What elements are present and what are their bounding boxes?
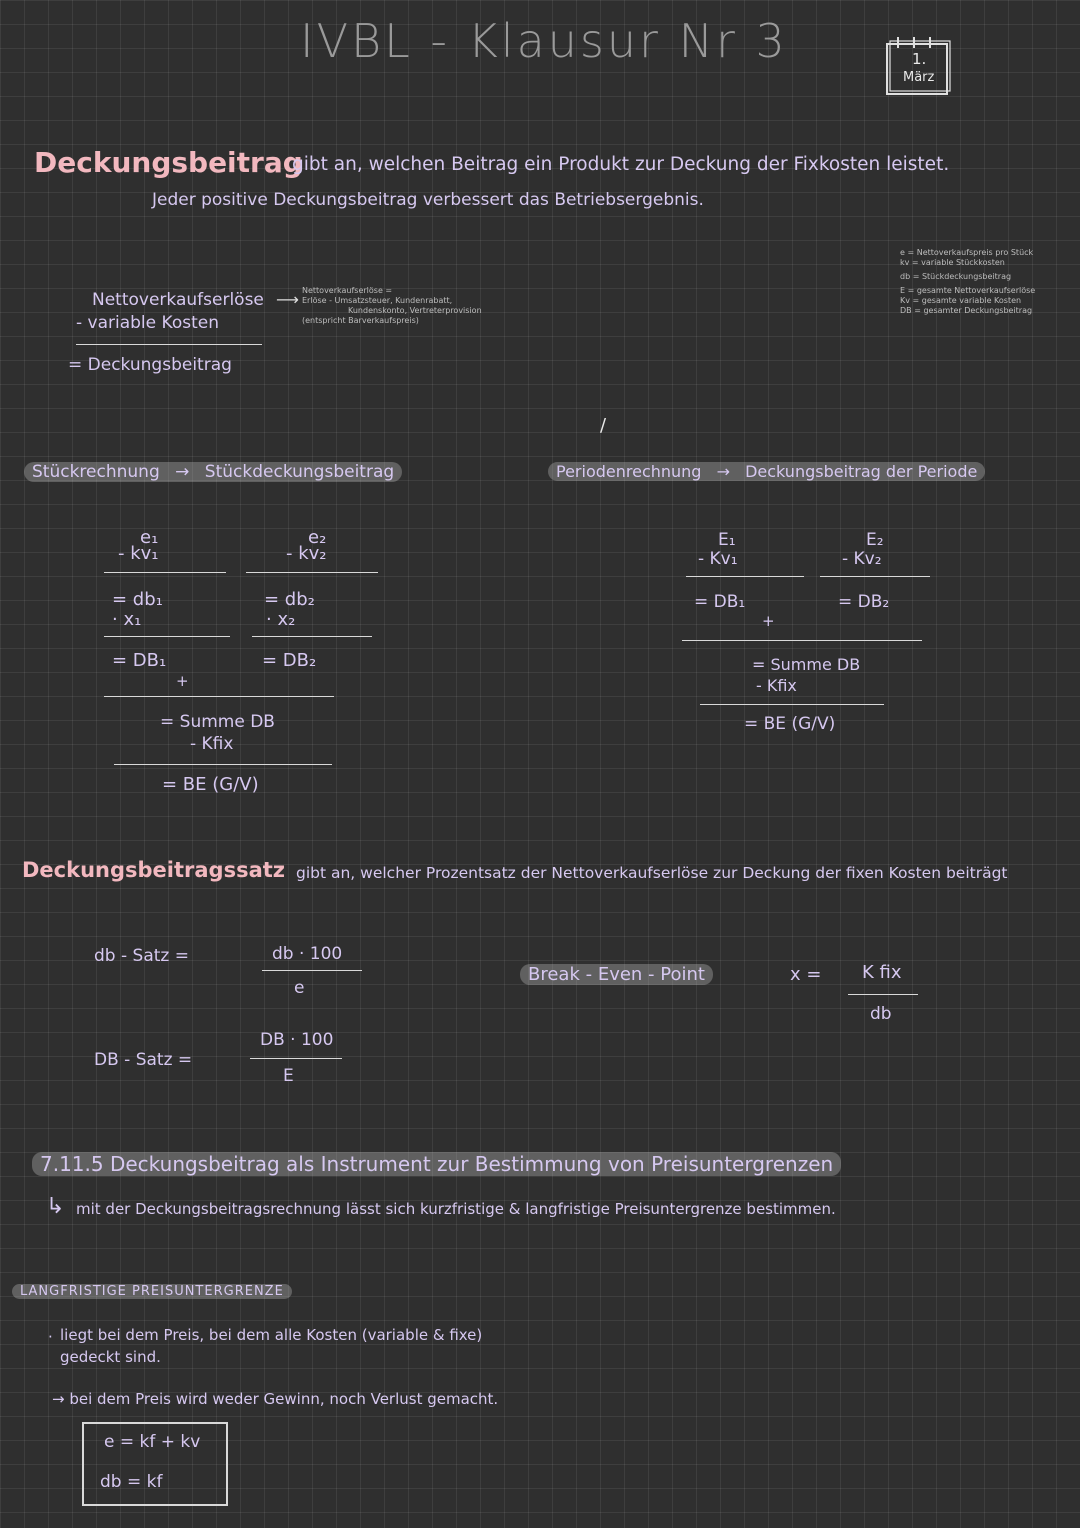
unit-c1-minus: - kv₁ xyxy=(118,543,159,564)
period-be: = BE (G/V) xyxy=(744,714,836,734)
long-term-bullet: liegt bei dem Preis, bei dem alle Kosten (variable & fixe) xyxy=(60,1326,483,1344)
scheme-note xyxy=(302,286,482,326)
period-sum: = Summe DB xyxy=(752,655,861,674)
intro-term: Deckungsbeitrag xyxy=(34,146,303,179)
intro-definition: gibt an, welchen Beitrag ein Produkt zur Deckung der Fixkosten leistet. xyxy=(292,154,950,175)
scheme-note-line3: (entspricht Barverkaufspreis) xyxy=(302,316,419,325)
divider xyxy=(114,764,332,765)
divider xyxy=(686,576,804,577)
unit-c2-x: · x₂ xyxy=(266,609,296,630)
unit-calc-subtitle: Stückdeckungsbeitrag xyxy=(204,462,395,482)
period-c1-top: E₁ xyxy=(718,530,736,550)
divider xyxy=(700,704,884,705)
unit-c1-x: · x₁ xyxy=(112,609,142,630)
period-c1-res: = DB₁ xyxy=(694,592,746,612)
unit-c2-minus: - kv₂ xyxy=(286,543,327,564)
breakeven-num: K fix xyxy=(862,962,902,983)
unit-c2-eq: = db₂ xyxy=(264,589,315,610)
period-calc-title: Periodenrechnung xyxy=(556,462,702,481)
section-subtext: mit der Deckungsbeitragsrechnung lässt sich kurzfristige & langfristige Preisuntergrenze bestimmen. xyxy=(76,1200,836,1218)
fraction-bar xyxy=(848,994,918,995)
period-c1-minus: - Kv₁ xyxy=(698,549,738,569)
divider xyxy=(104,572,226,573)
scheme-line2: - variable Kosten xyxy=(76,313,219,333)
unit-c1-res: = DB₁ xyxy=(112,650,167,671)
divider xyxy=(820,576,930,577)
legend-item: kv = variable Stückkosten xyxy=(900,258,1005,267)
db-rate-label: db - Satz = xyxy=(94,946,189,966)
divider xyxy=(104,696,334,697)
period-c2-top: E₂ xyxy=(866,530,884,550)
scheme-note-title: Nettoverkaufserlöse = xyxy=(302,286,393,295)
legend-item: Kv = gesamte variable Kosten xyxy=(900,296,1022,305)
rate-definition: gibt an, welcher Prozentsatz der Nettoverkaufserlöse zur Deckung der fixen Kosten beiträgt xyxy=(296,864,1008,882)
divider xyxy=(252,636,372,637)
long-term-heading: LANGFRISTIGE PREISUNTERGRENZE xyxy=(12,1284,292,1299)
long-term-bullet-cont: gedeckt sind. xyxy=(60,1348,161,1366)
arrow-icon: → xyxy=(716,462,730,481)
bullet-dot-icon: · xyxy=(48,1328,53,1346)
breakeven-den: db xyxy=(870,1004,892,1024)
divider xyxy=(246,572,378,573)
unit-be: = BE (G/V) xyxy=(162,774,259,795)
unit-c1-eq: = db₁ xyxy=(112,589,163,610)
unit-kfix: - Kfix xyxy=(190,734,234,754)
legend-item: e = Nettoverkaufspreis pro Stück xyxy=(900,248,1034,257)
fraction-bar xyxy=(262,970,362,971)
divider xyxy=(682,640,922,641)
unit-calc-title: Stückrechnung xyxy=(32,462,160,482)
divider xyxy=(104,636,230,637)
period-calc-heading xyxy=(548,462,985,481)
period-c2-minus: - Kv₂ xyxy=(842,549,882,569)
legend-item: E = gesamte Nettoverkaufserlöse xyxy=(900,286,1036,295)
scheme-note-line1: Erlöse - Umsatzsteuer, Kundenrabatt, xyxy=(302,296,453,305)
scheme-note-line2: Kundenskonto, Vertreterprovision xyxy=(348,306,482,315)
formula-1: e = kf + kv xyxy=(104,1432,201,1452)
unit-calc-heading xyxy=(24,462,402,482)
unit-plus: + xyxy=(176,672,189,690)
section-heading: 7.11.5 Deckungsbeitrag als Instrument zur Bestimmung von Preisuntergrenzen xyxy=(32,1152,841,1176)
long-term-arrow-text: → bei dem Preis wird weder Gewinn, noch Verlust gemacht. xyxy=(52,1390,499,1408)
rate-term: Deckungsbeitragssatz xyxy=(22,858,286,882)
legend xyxy=(900,248,1035,316)
unit-sum: = Summe DB xyxy=(160,712,275,732)
DB-rate-den: E xyxy=(283,1066,294,1086)
period-calc-subtitle: Deckungsbeitrag der Periode xyxy=(745,462,978,481)
breakeven-label: Break - Even - Point xyxy=(520,964,713,985)
scheme-result: = Deckungsbeitrag xyxy=(68,355,232,375)
arrow-down-right-icon: ↳ xyxy=(46,1194,65,1219)
legend-item: DB = gesamter Deckungsbeitrag xyxy=(900,306,1033,315)
calendar-day: 1. xyxy=(912,50,927,68)
DB-rate-label: DB - Satz = xyxy=(94,1050,193,1070)
DB-rate-num: DB · 100 xyxy=(260,1030,334,1050)
calendar-month: März xyxy=(903,70,935,85)
db-rate-num: db · 100 xyxy=(272,944,343,964)
arrow-right-icon: ⟶ xyxy=(276,290,299,309)
separator-slash: / xyxy=(600,415,607,436)
breakeven-lhs: x = xyxy=(790,964,822,985)
period-kfix: - Kfix xyxy=(756,676,797,695)
period-plus: + xyxy=(762,612,775,630)
scheme-divider xyxy=(76,344,262,345)
unit-c2-res: = DB₂ xyxy=(262,650,317,671)
db-rate-den: e xyxy=(294,978,305,998)
unit-c1-top: e₁ xyxy=(140,527,159,548)
period-c2-res: = DB₂ xyxy=(838,592,890,612)
fraction-bar xyxy=(250,1058,342,1059)
arrow-icon: → xyxy=(175,462,190,482)
legend-item: db = Stückdeckungsbeitrag xyxy=(900,272,1012,281)
scheme-line1: Nettoverkaufserlöse xyxy=(92,290,264,310)
unit-c2-top: e₂ xyxy=(308,527,327,548)
formula-2: db = kf xyxy=(100,1472,163,1492)
page-title: IVBL - Klausur Nr 3 xyxy=(300,14,788,68)
intro-note: Jeder positive Deckungsbeitrag verbessert das Betriebsergebnis. xyxy=(152,190,704,210)
